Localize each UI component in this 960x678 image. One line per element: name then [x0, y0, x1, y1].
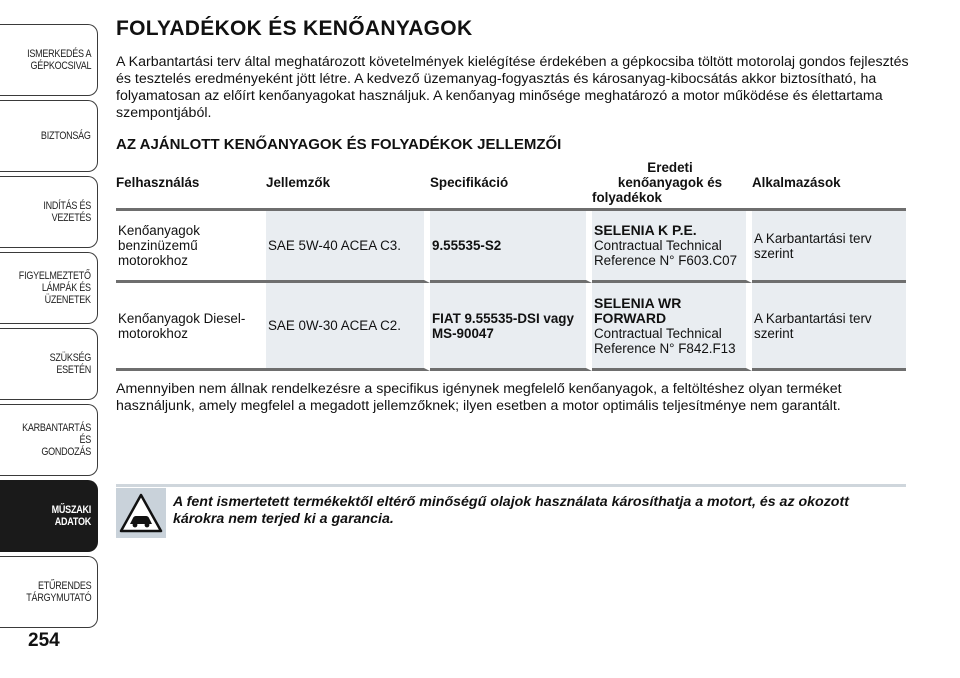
- tab-muszaki-adatok[interactable]: [0, 480, 98, 552]
- cell-use: Kenőanyagok benzinüzemű motorokhoz: [116, 211, 266, 283]
- tab-targymutato[interactable]: [0, 556, 98, 628]
- tab-karbantartas[interactable]: [0, 404, 98, 476]
- original-product-name: SELENIA K P.E.: [594, 222, 697, 238]
- header-characteristics: Jellemzők: [266, 158, 430, 211]
- intro-paragraph: A Karbantartási terv által meghatározott követelmények kielégítése érdekében a gépkocsiba töltött motorolaj gondos fejlesztés és tesztelés eredményeként jött létre. A kedvező üzemanyag-fogyasztás és károsanyag-kibocsátás akkor biztosítható, ha folyamatosan az előírt kenőanyagokat használjuk. A kenőanyag minősége meghatározó a motor működése és élettartama szempontjából.: [116, 54, 909, 121]
- tab-biztonsag[interactable]: [0, 100, 98, 172]
- cell-original-product: [592, 283, 752, 371]
- cell-specification: 9.55535-S2: [430, 211, 592, 283]
- tab-label: ISMERKEDÉS A GÉPKOCSIVAL: [26, 48, 91, 72]
- tab-label: ETŰRENDES TÁRGYMUTATÓ: [25, 580, 91, 604]
- header-original-products: [592, 158, 752, 211]
- warning-divider: [116, 484, 906, 487]
- table-row: [116, 211, 906, 283]
- header-applications: Alkalmazások: [752, 158, 906, 211]
- header-original-line3: folyadékok: [592, 190, 662, 205]
- tab-label: MŰSZAKI ADATOK: [51, 504, 91, 528]
- cell-use: Kenőanyagok Diesel-motorokhoz: [116, 283, 266, 371]
- lubricant-table: [116, 158, 906, 371]
- header-use: Felhasználás: [116, 158, 266, 211]
- tab-label: INDÍTÁS ÉS VEZETÉS: [43, 200, 91, 224]
- cell-original-product: [592, 211, 752, 283]
- tab-inditas[interactable]: [0, 176, 98, 248]
- warning-text: A fent ismertetett termékektől eltérő minőségű olajok használata károsíthatja a motort, és az okozott károkra nem terjed ki a garancia.: [173, 494, 849, 527]
- header-original-line2: kenőanyagok és: [617, 175, 723, 190]
- main-content: [116, 16, 908, 415]
- page-title: FOLYADÉKOK ÉS KENŐANYAGOK: [116, 17, 473, 40]
- cell-characteristics: SAE 5W-40 ACEA C3.: [266, 211, 430, 283]
- warning-triangle-svg: [119, 493, 163, 533]
- tab-label: BIZTONSÁG: [41, 130, 91, 142]
- section-heading: AZ AJÁNLOTT KENŐANYAGOK ÉS FOLYADÉKOK JELLEMZŐI: [116, 136, 562, 153]
- original-product-reference: Contractual Technical Reference N° F842.F13: [594, 325, 736, 356]
- tab-label: FIGYELMEZTETŐ LÁMPÁK ÉS ÜZENETEK: [19, 270, 91, 306]
- cell-specification: FIAT 9.55535-DSI vagy MS-90047: [430, 283, 592, 371]
- table-header-row: [116, 158, 906, 211]
- table-row: [116, 283, 906, 371]
- tab-figyelmezteto[interactable]: [0, 252, 98, 324]
- tab-label: KARBANTARTÁS ÉS GONDOZÁS: [22, 422, 91, 458]
- original-product-reference: Contractual Technical Reference N° F603.C07: [594, 238, 738, 268]
- cell-applications: A Karbantartási terv szerint: [752, 211, 906, 283]
- cell-characteristics: SAE 0W-30 ACEA C2.: [266, 283, 430, 371]
- tab-szukseg[interactable]: [0, 328, 98, 400]
- original-product-name: SELENIA WR FORWARD: [594, 294, 682, 326]
- car-warning-triangle-icon: [116, 488, 166, 538]
- page-number: 254: [28, 630, 60, 651]
- cell-applications: A Karbantartási terv szerint: [752, 283, 906, 371]
- header-specification: Specifikáció: [430, 158, 592, 211]
- outro-paragraph: Amennyiben nem állnak rendelkezésre a specifikus igénynek megfelelő kenőanyagok, a feltöltéshez olyan terméket használjunk, amely megfelel a megadott jellemzőknek; ilyen esetben a motor optimális teljesítménye nem garantált.: [116, 381, 842, 414]
- tab-label: SZÜKSÉG ESETÉN: [49, 352, 91, 376]
- tab-ismerkedes[interactable]: [0, 24, 98, 96]
- header-original-line1: Eredeti: [647, 160, 693, 175]
